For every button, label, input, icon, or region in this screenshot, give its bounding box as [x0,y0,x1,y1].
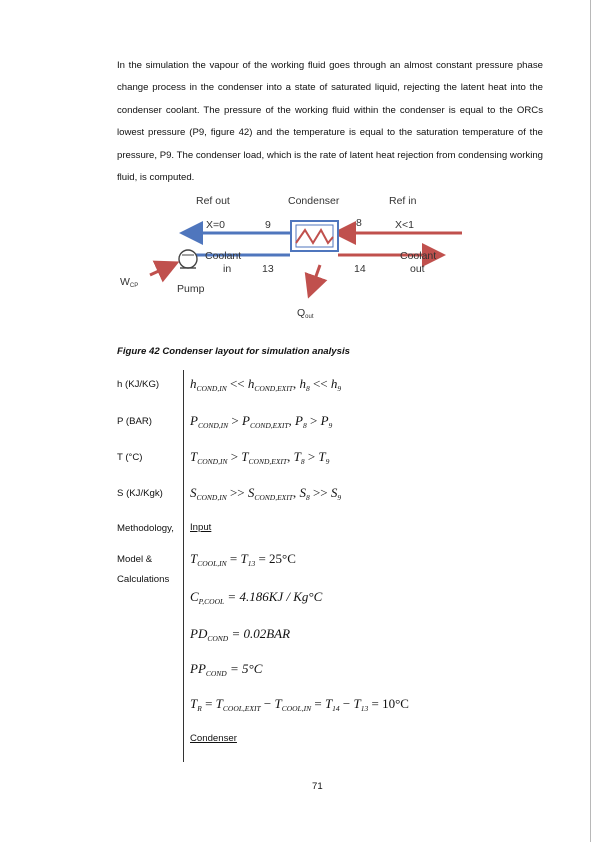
label-coolant-out-1: Coolant [400,250,437,262]
label-state-9: 9 [265,219,271,231]
page-number: 71 [312,781,323,792]
label-calculations: Calculations [117,574,170,585]
label-state-14: 14 [354,263,366,275]
label-temperature: T (°C) [117,452,143,463]
equation-pressure: $P_{COND,IN} > P_{COND,EXIT}$, $P_8 > P_9$ [190,413,333,430]
label-enthalpy: h (KJ/KG) [117,379,160,390]
label-entropy: S (KJ/Kgk) [117,488,163,499]
figure-caption: Figure 42 Condenser layout for simulation analysis [117,346,350,357]
equation-entropy: $S_{COND,IN} >> S_{COND,EXIT}$, $S_8 >> S_9$ [190,485,342,502]
condenser-heading: Condenser [190,733,237,744]
pump-icon [179,250,197,268]
equation-temperature-rise: $T_R = T_{COOL,EXIT} - T_{COOL,IN} = T_{14} - T_{13} = 10^\circ C$ [190,696,409,713]
label-condenser: Condenser [288,195,340,207]
condenser-layout-figure [110,185,490,335]
condenser-symbol [291,221,338,251]
label-state-8: 8 [356,217,362,229]
label-pump: Pump [177,283,205,295]
label-ref-in: Ref in [389,195,417,207]
label-coolant-in-1: Coolant [205,250,242,262]
page-edge-rule [590,0,591,842]
label-qout: Qout [297,307,314,320]
label-coolant-in-2: in [223,263,232,275]
label-state-13: 13 [262,263,274,275]
pump-work-arrow [150,264,174,275]
equation-coolant-inlet: $T_{COOL,IN} = T_{13} = 25^\circ C$ [190,551,296,568]
label-wcp: WCP [120,276,139,289]
label-ref-out: Ref out [196,195,230,207]
label-methodology: Methodology, [117,523,174,534]
equation-temperature: $T_{COND,IN} > T_{COND,EXIT}$, $T_8 > T_9$ [190,449,330,466]
body-paragraph: In the simulation the vapour of the working fluid goes through an almost constant pressure phase change process in the condenser into a state of saturated liquid, rejecting the latent heat into the condenser coolant. The pressure of the working fluid within the condenser is equal to the ORCs lowest pressure (P9, figure 42) and the temperature is equal to the saturation temperature of the pressure, P9. The condenser load, which is the rate of latent heat rejection from condensing working fluid, is computed. [117,60,543,184]
column-divider [183,370,184,762]
label-model: Model & [117,554,153,565]
label-pressure: P (BAR) [117,416,153,427]
input-heading: Input [190,522,212,533]
equation-coolant-cp: $C_{P,COOL} = 4.186KJ / Kg^\circ C$ [190,589,323,606]
equation-pinch-point: $PP_{COND} = 5^\circ C$ [190,661,263,678]
label-coolant-out-2: out [410,263,425,275]
label-x0: X=0 [206,219,225,231]
equation-enthalpy: $h_{COND,IN} << h_{COND,EXIT}$, $h_8 << h_9$ [190,376,342,393]
equation-pressure-drop: $PD_{COND} = 0.02BAR$ [190,626,291,643]
heat-out-arrow [310,265,320,293]
label-x1: X<1 [395,219,414,231]
